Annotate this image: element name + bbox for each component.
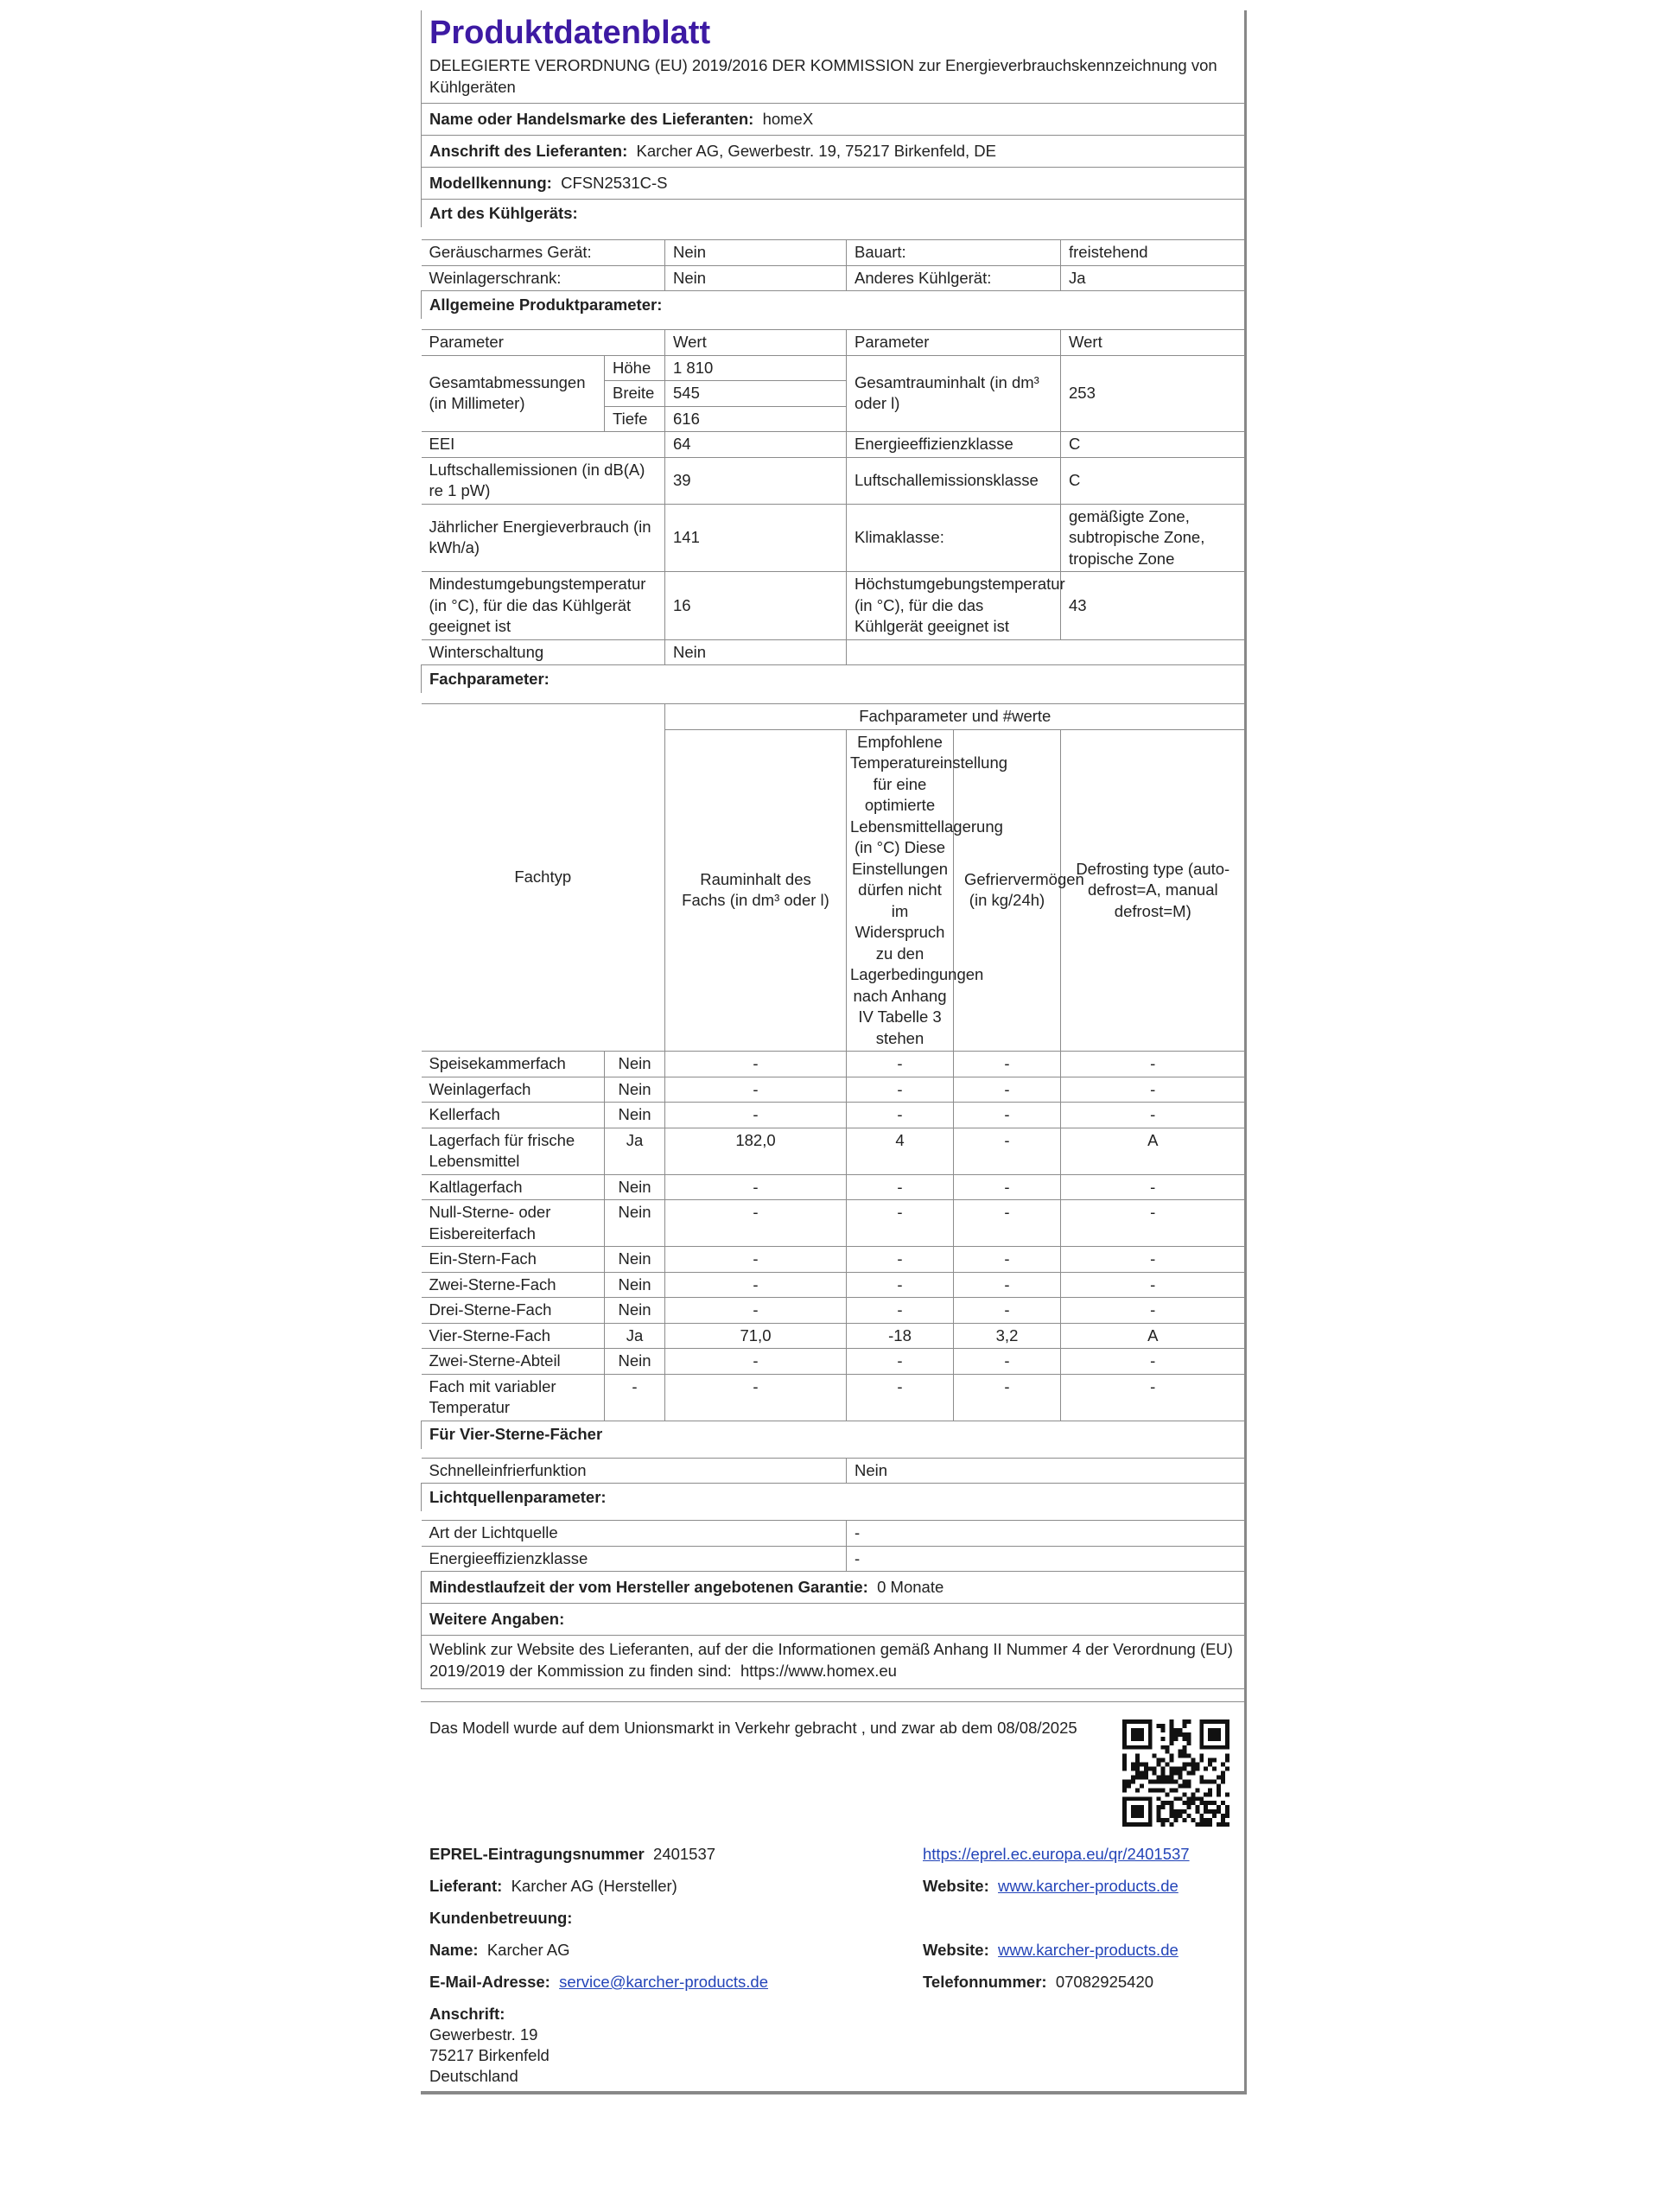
address-label: Anschrift: — [429, 2005, 505, 2023]
type-label: Weinlagerschrank: — [422, 265, 665, 291]
address-line: Gewerbestr. 19 — [429, 2025, 538, 2044]
compartment-defrost-type: A — [1061, 1128, 1245, 1174]
compartment-volume: - — [665, 1077, 847, 1103]
fast-freeze-row — [422, 1458, 1245, 1484]
warranty-label: Mindestlaufzeit der vom Hersteller angebotenen Garantie: — [429, 1577, 868, 1596]
column-header: Parameter — [422, 330, 665, 356]
compartment-temperature: - — [847, 1103, 954, 1128]
dimensions-label: Gesamtabmessungen (in Millimeter) — [422, 355, 605, 432]
warranty-value: 0 Monate — [877, 1577, 944, 1596]
compartment-temperature: - — [847, 1200, 954, 1247]
compartment-defrost-type: - — [1061, 1103, 1245, 1128]
section-general: Allgemeine Produktparameter: — [422, 291, 1245, 320]
weblink-text: Weblink zur Website des Lieferanten, auf der die Informationen gemäß Anhang II Nummer 4 der Verordnung (EU) 2019/2019 der Kommission zu finden sind: — [429, 1640, 1233, 1680]
compartment-present: Nein — [605, 1174, 665, 1200]
data-sheet-table — [421, 10, 1245, 1701]
param-value: 64 — [665, 432, 847, 458]
param-label: Höchstumgebungstemperatur (in °C), für die das Kühlgerät geeignet ist — [847, 572, 1061, 640]
param-label: Jährlicher Energieverbrauch (in kWh/a) — [422, 504, 665, 572]
name-label: Name: — [429, 1941, 479, 1959]
fast-freeze-value: Nein — [847, 1458, 1245, 1484]
compartment-defrost-type: - — [1061, 1077, 1245, 1103]
section-light: Lichtquellenparameter: — [422, 1484, 1245, 1512]
temperature-header: Empfohlene Temperatureinstellung für eine optimierte Lebensmittellagerung (in °C) Diese Einstellungen dürfen nicht im Widerspruch zu den Lagerbedingungen nach Anhang IV Tabelle 3 stehen — [847, 729, 954, 1052]
compartment-freezing-capacity: - — [954, 1077, 1061, 1103]
compartment-list — [422, 1052, 1245, 1421]
light-type-value: - — [847, 1521, 1245, 1547]
light-class-row — [422, 1546, 1245, 1572]
compartment-row — [422, 1323, 1245, 1349]
compartment-row — [422, 1247, 1245, 1273]
compartment-temperature: - — [847, 1374, 954, 1421]
compartment-present: - — [605, 1374, 665, 1421]
section-further: Weitere Angaben: — [422, 1604, 1245, 1636]
compartment-temperature: 4 — [847, 1128, 954, 1174]
type-value: Ja — [1061, 265, 1245, 291]
page-title: Produktdatenblatt — [422, 10, 1245, 54]
compartment-freezing-capacity: - — [954, 1103, 1061, 1128]
compartment-freezing-capacity: - — [954, 1128, 1061, 1174]
service-website-row — [923, 1940, 1179, 1961]
compartment-freezing-capacity: - — [954, 1174, 1061, 1200]
param-label: Klimaklasse: — [847, 504, 1061, 572]
type-row — [422, 240, 1245, 266]
eprel-row — [429, 1844, 715, 1865]
name-value: Karcher AG — [486, 1941, 570, 1959]
volume-label: Gesamtrauminhalt (in dm³ oder l) — [847, 355, 1061, 432]
param-value: C — [1061, 432, 1245, 458]
website-label: Website: — [923, 1941, 989, 1959]
compartment-row — [422, 1128, 1245, 1174]
compartment-volume: - — [665, 1052, 847, 1077]
compartment-row — [422, 1103, 1245, 1128]
type-row — [422, 265, 1245, 291]
type-value: freistehend — [1061, 240, 1245, 266]
general-row — [422, 457, 1245, 504]
compartment-name: Null-Sterne- oder Eisbereiterfach — [422, 1200, 605, 1247]
winter-row — [422, 639, 1245, 665]
param-value: C — [1061, 457, 1245, 504]
compartment-freezing-capacity: - — [954, 1374, 1061, 1421]
compartment-temperature: - — [847, 1349, 954, 1375]
compartment-present: Nein — [605, 1200, 665, 1247]
address-line: 75217 Birkenfeld — [429, 2046, 550, 2064]
section-type: Art des Kühlgeräts: — [422, 200, 1245, 228]
compartment-row — [422, 1200, 1245, 1247]
compartment-name: Kaltlagerfach — [422, 1174, 605, 1200]
type-label: Geräuscharmes Gerät: — [422, 240, 665, 266]
model-row — [422, 168, 1245, 200]
compartment-volume: - — [665, 1374, 847, 1421]
phone-value: 07082925420 — [1055, 1973, 1154, 1991]
compartment-row — [422, 1349, 1245, 1375]
model-label: Modellkennung: — [429, 173, 552, 192]
compartment-defrost-type: - — [1061, 1200, 1245, 1247]
compartment-row — [422, 1052, 1245, 1077]
general-row — [422, 572, 1245, 640]
light-type-row — [422, 1521, 1245, 1547]
phone-row — [923, 1972, 1153, 1993]
defrost-type-header: Defrosting type (auto-defrost=A, manual defrost=M) — [1061, 729, 1245, 1052]
type-label: Bauart: — [847, 240, 1061, 266]
compartment-group-header-row — [422, 704, 1245, 730]
compartment-present: Nein — [605, 1298, 665, 1324]
website-row — [923, 1876, 1179, 1897]
compartment-defrost-type: - — [1061, 1349, 1245, 1375]
compartment-freezing-capacity: - — [954, 1247, 1061, 1273]
compartment-volume: - — [665, 1200, 847, 1247]
dimension-row — [422, 355, 1245, 381]
general-row — [422, 432, 1245, 458]
compartment-name: Fach mit variabler Temperatur — [422, 1374, 605, 1421]
compartment-temperature: - — [847, 1052, 954, 1077]
compartment-name: Drei-Sterne-Fach — [422, 1298, 605, 1324]
compartment-present: Nein — [605, 1103, 665, 1128]
compartment-defrost-type: - — [1061, 1374, 1245, 1421]
supplier-name-label: Name oder Handelsmarke des Lieferanten: — [429, 109, 754, 128]
param-value: 43 — [1061, 572, 1245, 640]
compartment-name: Ein-Stern-Fach — [422, 1247, 605, 1273]
width-value: 545 — [665, 381, 847, 407]
supplier-name: homeX — [762, 109, 814, 128]
compartment-row — [422, 1298, 1245, 1324]
width-label: Breite — [605, 381, 665, 407]
supplier-row — [429, 1876, 677, 1897]
compartment-row — [422, 1174, 1245, 1200]
compartment-defrost-type: - — [1061, 1247, 1245, 1273]
column-header: Parameter — [847, 330, 1061, 356]
compartment-freezing-capacity: - — [954, 1349, 1061, 1375]
fast-freeze-label: Schnelleinfrierfunktion — [422, 1458, 847, 1484]
param-label: Energieeffizienzklasse — [847, 432, 1061, 458]
param-label: Mindestumgebungstemperatur (in °C), für die das Kühlgerät geeignet ist — [422, 572, 665, 640]
compartment-defrost-type: - — [1061, 1298, 1245, 1324]
email-label: E-Mail-Adresse: — [429, 1973, 550, 1991]
param-value: gemäßigte Zone, subtropische Zone, tropische Zone — [1061, 504, 1245, 572]
eprel-link[interactable]: https://eprel.ec.europa.eu/qr/2401537 — [923, 1845, 1190, 1863]
compartment-freezing-capacity: - — [954, 1272, 1061, 1298]
compartment-volume: - — [665, 1298, 847, 1324]
compartment-present: Ja — [605, 1323, 665, 1349]
param-value: 141 — [665, 504, 847, 572]
compartment-name: Zwei-Sterne-Fach — [422, 1272, 605, 1298]
winter-value: Nein — [665, 639, 847, 665]
regulation-text: DELEGIERTE VERORDNUNG (EU) 2019/2016 DER KOMMISSION zur Energieverbrauchskennzeichnung von Kühlgeräten — [422, 54, 1245, 104]
compartment-temperature: - — [847, 1174, 954, 1200]
compartment-defrost-type: - — [1061, 1052, 1245, 1077]
compartment-row — [422, 1077, 1245, 1103]
supplier-name-row — [422, 104, 1245, 136]
email-row — [429, 1972, 768, 1993]
weblink-row — [422, 1636, 1245, 1689]
column-header: Wert — [1061, 330, 1245, 356]
param-value: 16 — [665, 572, 847, 640]
warranty-row — [422, 1572, 1245, 1604]
column-header: Wert — [665, 330, 847, 356]
compartment-name: Zwei-Sterne-Abteil — [422, 1349, 605, 1375]
compartment-name: Speisekammerfach — [422, 1052, 605, 1077]
section-four-star: Für Vier-Sterne-Fächer — [422, 1421, 1245, 1449]
product-data-sheet — [421, 10, 1247, 2094]
volume-value: 253 — [1061, 355, 1245, 432]
compartment-present: Nein — [605, 1247, 665, 1273]
compartment-name: Vier-Sterne-Fach — [422, 1323, 605, 1349]
section-compartments: Fachparameter: — [422, 665, 1245, 694]
depth-label: Tiefe — [605, 406, 665, 432]
service-website-link[interactable]: www.karcher-products.de — [998, 1941, 1179, 1959]
eprel-footer — [421, 1701, 1244, 2092]
email-link[interactable]: service@karcher-products.de — [559, 1973, 769, 1991]
compartment-present: Nein — [605, 1077, 665, 1103]
compartment-defrost-type: - — [1061, 1272, 1245, 1298]
customer-service-label: Kundenbetreuung: — [429, 1909, 573, 1927]
height-label: Höhe — [605, 355, 665, 381]
compartment-name: Kellerfach — [422, 1103, 605, 1128]
compartment-name: Weinlagerfach — [422, 1077, 605, 1103]
website-link[interactable]: www.karcher-products.de — [998, 1877, 1179, 1895]
compartment-row — [422, 1374, 1245, 1421]
type-label: Anderes Kühlgerät: — [847, 265, 1061, 291]
general-header-row — [422, 330, 1245, 356]
compartment-volume: 182,0 — [665, 1128, 847, 1174]
param-label: EEI — [422, 432, 665, 458]
compartment-temperature: - — [847, 1247, 954, 1273]
compartment-type-header: Fachtyp — [422, 704, 665, 1052]
compartment-volume: - — [665, 1349, 847, 1375]
winter-label: Winterschaltung — [422, 639, 665, 665]
light-class-label: Energieeffizienzklasse — [422, 1546, 847, 1572]
light-type-label: Art der Lichtquelle — [422, 1521, 847, 1547]
compartment-present: Ja — [605, 1128, 665, 1174]
general-row — [422, 504, 1245, 572]
eprel-number: 2401537 — [653, 1845, 716, 1863]
address-line: Deutschland — [429, 2067, 518, 2085]
weblink-url[interactable]: https://www.homex.eu — [740, 1661, 897, 1680]
compartment-name: Lagerfach für frische Lebensmittel — [422, 1128, 605, 1174]
model-id: CFSN2531C-S — [561, 173, 668, 192]
eprel-label: EPREL-Eintragungsnummer — [429, 1845, 645, 1863]
compartment-freezing-capacity: - — [954, 1052, 1061, 1077]
supplier-value: Karcher AG (Hersteller) — [511, 1877, 677, 1895]
compartment-temperature: -18 — [847, 1323, 954, 1349]
compartment-temperature: - — [847, 1272, 954, 1298]
light-class-value: - — [847, 1546, 1245, 1572]
supplier-address: Karcher AG, Gewerbestr. 19, 75217 Birkenfeld, DE — [636, 141, 996, 160]
compartment-freezing-capacity: 3,2 — [954, 1323, 1061, 1349]
compartment-group-header: Fachparameter und #werte — [665, 704, 1245, 730]
param-value: 39 — [665, 457, 847, 504]
param-label: Luftschallemissionsklasse — [847, 457, 1061, 504]
supplier-address-label: Anschrift des Lieferanten: — [429, 141, 628, 160]
compartment-temperature: - — [847, 1298, 954, 1324]
compartment-volume: 71,0 — [665, 1323, 847, 1349]
compartment-row — [422, 1272, 1245, 1298]
type-value: Nein — [665, 265, 847, 291]
compartment-present: Nein — [605, 1272, 665, 1298]
freezing-capacity-header: Gefriervermögen (in kg/24h) — [954, 729, 1061, 1052]
qr-code-icon[interactable] — [1122, 1719, 1229, 1827]
compartment-volume: - — [665, 1103, 847, 1128]
compartment-freezing-capacity: - — [954, 1298, 1061, 1324]
depth-value: 616 — [665, 406, 847, 432]
compartment-volume: - — [665, 1174, 847, 1200]
phone-label: Telefonnummer: — [923, 1973, 1047, 1991]
compartment-defrost-type: - — [1061, 1174, 1245, 1200]
compartment-temperature: - — [847, 1077, 954, 1103]
website-label: Website: — [923, 1877, 989, 1895]
compartment-freezing-capacity: - — [954, 1200, 1061, 1247]
compartment-present: Nein — [605, 1349, 665, 1375]
compartment-volume: - — [665, 1272, 847, 1298]
market-date-text: Das Modell wurde auf dem Unionsmarkt in Verkehr gebracht , und zwar ab dem 08/08/2025 — [429, 1719, 1077, 1737]
supplier-label: Lieferant: — [429, 1877, 503, 1895]
compartment-present: Nein — [605, 1052, 665, 1077]
compartment-volume: - — [665, 1247, 847, 1273]
param-label: Luftschallemissionen (in dB(A) re 1 pW) — [422, 457, 665, 504]
service-name-row — [429, 1940, 569, 1961]
supplier-address-row — [422, 136, 1245, 168]
volume-header: Rauminhalt des Fachs (in dm³ oder l) — [665, 729, 847, 1052]
height-value: 1 810 — [665, 355, 847, 381]
compartment-defrost-type: A — [1061, 1323, 1245, 1349]
type-value: Nein — [665, 240, 847, 266]
